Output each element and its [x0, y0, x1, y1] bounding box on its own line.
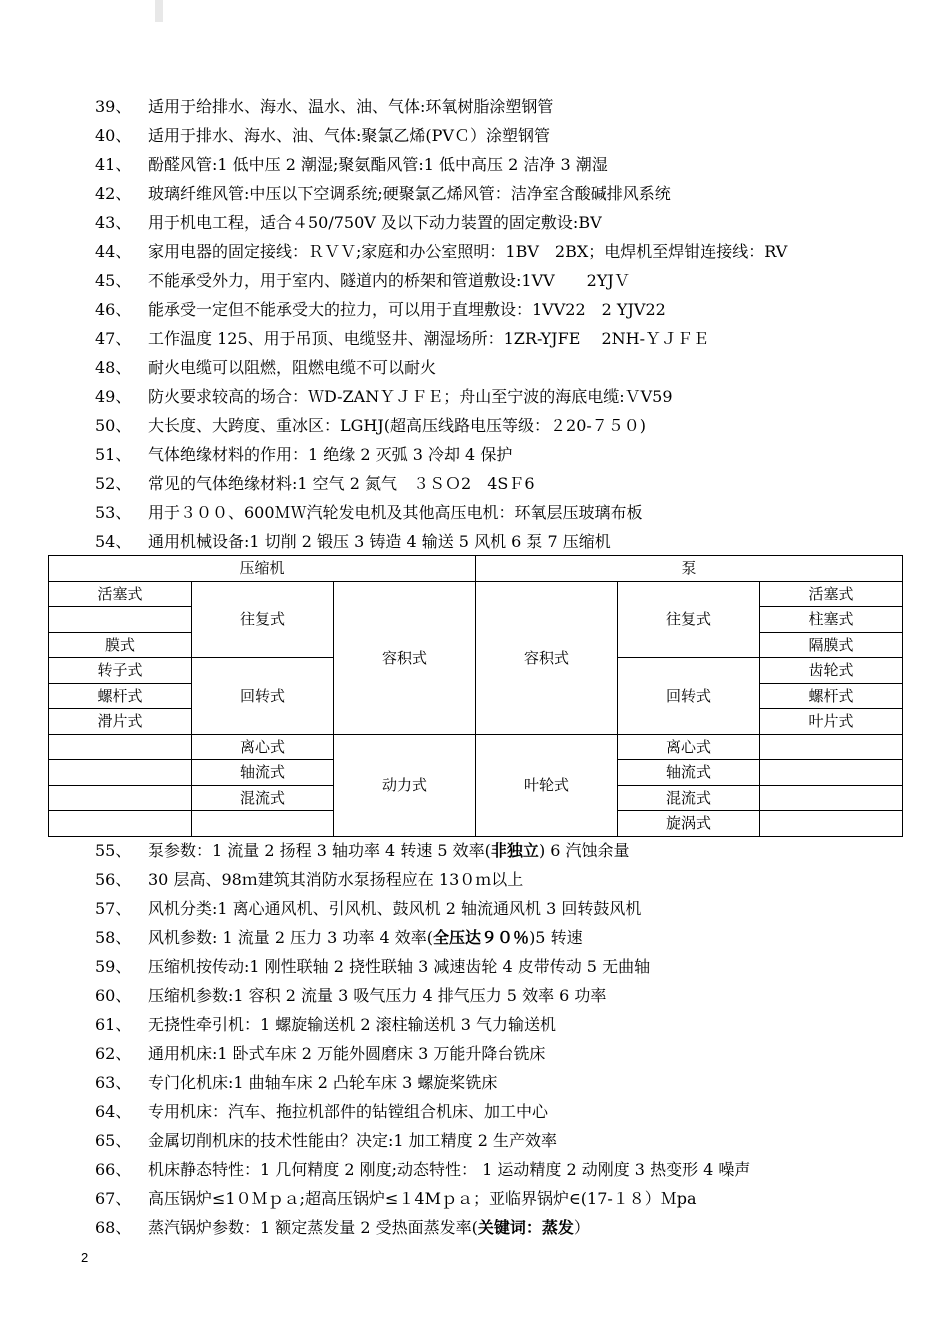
item-text-pre: 风机参数: 1 流量 2 压力 3 功率 4 效率( — [148, 928, 434, 947]
item-number: 52、 — [95, 474, 132, 493]
list-item — [95, 266, 915, 295]
item-text-pre: 泵参数：1 流量 2 扬程 3 轴功率 4 转速 5 效率( — [148, 841, 491, 860]
item-text-pre: 无挠性牵引机：1 螺旋输送机 2 滚柱输送机 3 气力输送机 — [148, 1015, 556, 1034]
item-text — [148, 952, 915, 981]
equipment-classification-table — [48, 555, 903, 837]
item-text: 玻璃纤维风管:中压以下空调系统;硬聚氯乙烯风管：洁净室含酸碱排风系统 — [148, 184, 671, 203]
list-item — [95, 295, 915, 324]
item-text: 防火要求较高的场合：ＷD-ZANＹＪＦＥ；舟山至宁波的海底电缆:ＶV59 — [148, 387, 673, 406]
item-number: 67、 — [95, 1189, 132, 1208]
pump-type-cell: 活塞式 — [760, 581, 903, 607]
item-text: 工作温度 125、用于吊顶、电缆竖井、潮湿场所：1ZR-YJFE 2NH-ＹＪＦＥ — [148, 329, 710, 348]
item-text-pre: 压缩机按传动:1 刚性联轴 2 挠性联轴 3 减速齿轮 4 皮带传动 5 无曲轴 — [148, 957, 651, 976]
comp-rotary-cell: 回转式 — [192, 658, 334, 735]
item-text — [148, 1097, 915, 1126]
item-text — [148, 1184, 915, 1213]
item-text — [148, 923, 915, 952]
item-text-pre: 专用机床：汽车、拖拉机部件的钻镗组合机床、加工中心 — [148, 1102, 549, 1121]
list-item — [95, 1213, 915, 1242]
item-text-post: )5 转速 — [529, 928, 583, 947]
item-number: 56、 — [95, 870, 132, 889]
pump-type-cell: 柱塞式 — [760, 607, 903, 633]
item-number: 53、 — [95, 503, 132, 522]
item-text: 不能承受外力，用于室内、隧道内的桥架和管道敷设:1VV 2YJＶ — [148, 271, 630, 290]
comp-type-cell: 转子式 — [49, 658, 192, 684]
item-number: 63、 — [95, 1073, 132, 1092]
item-text — [148, 1068, 915, 1097]
empty-cell — [49, 734, 192, 760]
list-item — [95, 411, 915, 440]
item-text — [148, 1213, 915, 1242]
item-text — [148, 1010, 915, 1039]
item-text — [148, 1126, 915, 1155]
list-item — [95, 121, 915, 150]
list-item — [95, 179, 915, 208]
page-number: 2 — [81, 1250, 89, 1265]
item-text: 大长度、大跨度、重冰区：LGHJ(超高压线路电压等级：２20-７５０) — [148, 416, 647, 435]
comp-reciprocating-cell: 往复式 — [192, 581, 334, 658]
comp-type-cell — [49, 607, 192, 633]
item-text: 用于机电工程，适合４50/750V 及以下动力装置的固定敷设:BV — [148, 213, 602, 232]
item-text-pre: 压缩机参数:1 容积 2 流量 3 吸气压力 4 排气压力 5 效率 6 功率 — [148, 986, 607, 1005]
comp-dynamic-cell: 动力式 — [334, 734, 476, 836]
list-item — [95, 1155, 915, 1184]
empty-cell — [760, 734, 903, 760]
item-number: 42、 — [95, 184, 132, 203]
list-item — [95, 1184, 915, 1213]
list-item — [95, 836, 915, 865]
pump-reciprocating-cell: 往复式 — [618, 581, 760, 658]
item-text-post: ） — [573, 1218, 590, 1237]
item-number: 51、 — [95, 445, 132, 464]
list-item — [95, 865, 915, 894]
pump-type-cell: 齿轮式 — [760, 658, 903, 684]
item-number: 59、 — [95, 957, 132, 976]
list-item — [95, 952, 915, 981]
pump-type-cell: 隔膜式 — [760, 632, 903, 658]
item-text-bold: 关键词：蒸发 — [477, 1218, 574, 1237]
item-number: 45、 — [95, 271, 132, 290]
item-number: 47、 — [95, 329, 132, 348]
item-number: 46、 — [95, 300, 132, 319]
item-text: 通用机械设备:1 切削 2 锻压 3 铸造 4 输送 5 风机 6 泵 7 压缩机 — [148, 532, 611, 551]
comp-type-cell: 螺杆式 — [49, 683, 192, 709]
list-item — [95, 1097, 915, 1126]
item-list-part2 — [95, 836, 915, 1242]
item-number: 49、 — [95, 387, 132, 406]
item-text-bold: 全压达９０％ — [433, 928, 530, 947]
list-item — [95, 981, 915, 1010]
empty-cell — [49, 785, 192, 811]
list-item — [95, 469, 915, 498]
item-number: 55、 — [95, 841, 132, 860]
list-item — [95, 498, 915, 527]
list-item — [95, 1010, 915, 1039]
pump-dyn-type-cell: 混流式 — [618, 785, 760, 811]
list-item — [95, 1126, 915, 1155]
list-item — [95, 150, 915, 179]
item-text: 家用电器的固定接线：ＲＶＶ;家庭和办公室照明：1BV 2BX；电焊机至焊钳连接线：RV — [148, 242, 788, 261]
item-text-pre: 30 层高、98ｍ建筑其消防水泵扬程应在 13０ｍ以上 — [148, 870, 524, 889]
item-number: 41、 — [95, 155, 132, 174]
pump-dyn-type-cell: 轴流式 — [618, 760, 760, 786]
item-text-pre: 机床静态特性：1 几何精度 2 刚度;动态特性： 1 运动精度 2 动刚度 3 热变形 4 噪声 — [148, 1160, 751, 1179]
list-item — [95, 894, 915, 923]
item-number: 65、 — [95, 1131, 132, 1150]
item-text-pre: 通用机床:1 卧式车床 2 万能外圆磨床 3 万能升降台铣床 — [148, 1044, 546, 1063]
item-number: 48、 — [95, 358, 132, 377]
list-item — [95, 92, 915, 121]
pump-dyn-type-cell: 旋涡式 — [618, 811, 760, 837]
list-item — [95, 1039, 915, 1068]
list-item — [95, 923, 915, 952]
item-text — [148, 981, 915, 1010]
item-text-pre: 专门化机床:1 曲轴车床 2 凸轮车床 3 螺旋桨铣床 — [148, 1073, 498, 1092]
list-item — [95, 440, 915, 469]
pump-dyn-type-cell: 离心式 — [618, 734, 760, 760]
item-number: 43、 — [95, 213, 132, 232]
pump-type-cell: 螺杆式 — [760, 683, 903, 709]
item-number: 64、 — [95, 1102, 132, 1121]
item-text — [148, 836, 915, 865]
empty-cell — [760, 811, 903, 837]
comp-dyn-type-cell: 离心式 — [192, 734, 334, 760]
comp-dyn-type-cell: 轴流式 — [192, 760, 334, 786]
item-number: 39、 — [95, 97, 132, 116]
item-text-bold: 非独立 — [490, 841, 539, 860]
item-text-post: ) 6 汽蚀余量 — [538, 841, 630, 860]
item-text-pre: 金属切削机床的技术性能由？决定:1 加工精度 2 生产效率 — [148, 1131, 558, 1150]
item-text: 耐火电缆可以阻燃，阻燃电缆不可以耐火 — [148, 358, 437, 377]
pump-impeller-cell: 叶轮式 — [476, 734, 618, 836]
item-text-pre: 风机分类:1 离心通风机、引风机、鼓风机 2 轴流通风机 3 回转鼓风机 — [148, 899, 642, 918]
item-text — [148, 894, 915, 923]
item-number: 68、 — [95, 1218, 132, 1237]
item-number: 61、 — [95, 1015, 132, 1034]
item-number: 66、 — [95, 1160, 132, 1179]
comp-type-cell: 滑片式 — [49, 709, 192, 735]
empty-cell — [760, 785, 903, 811]
pump-rotary-cell: 回转式 — [618, 658, 760, 735]
header-mark — [155, 0, 163, 22]
empty-cell — [760, 760, 903, 786]
item-number: 62、 — [95, 1044, 132, 1063]
item-list-part1 — [95, 92, 915, 556]
item-text — [148, 1039, 915, 1068]
item-text: 能承受一定但不能承受大的拉力，可以用于直埋敷设：1VV22 2 YJV22 — [148, 300, 666, 319]
comp-type-cell: 膜式 — [49, 632, 192, 658]
comp-dyn-type-cell — [192, 811, 334, 837]
compressor-header: 压缩机 — [49, 556, 476, 582]
list-item — [95, 208, 915, 237]
comp-volumetric-cell: 容积式 — [334, 581, 476, 734]
list-item — [95, 353, 915, 382]
empty-cell — [49, 760, 192, 786]
empty-cell — [49, 811, 192, 837]
item-number: 57、 — [95, 899, 132, 918]
list-item — [95, 382, 915, 411]
item-number: 40、 — [95, 126, 132, 145]
item-text: 适用于给排水、海水、温水、油、气体:环氧树脂涂塑钢管 — [148, 97, 554, 116]
pump-header: 泵 — [476, 556, 903, 582]
item-text-pre: 蒸汽锅炉参数：1 额定蒸发量 2 受热面蒸发率( — [148, 1218, 478, 1237]
list-item — [95, 527, 915, 556]
item-number: 50、 — [95, 416, 132, 435]
comp-dyn-type-cell: 混流式 — [192, 785, 334, 811]
item-text — [148, 865, 915, 894]
list-item — [95, 237, 915, 266]
item-number: 44、 — [95, 242, 132, 261]
pump-volumetric-cell: 容积式 — [476, 581, 618, 734]
item-text: 常见的气体绝缘材料:1 空气 2 氮气 ３ＳＯ2 4SＦ6 — [148, 474, 535, 493]
item-number: 60、 — [95, 986, 132, 1005]
item-text: 适用于排水、海水、油、气体:聚氯乙烯(PVＣ）涂塑钢管 — [148, 126, 550, 145]
comp-type-cell: 活塞式 — [49, 581, 192, 607]
item-text-pre: 高压锅炉≤1０Ｍｐａ;超高压锅炉≤１4Mｐａ；亚临界锅炉∈(17-１８）Ｍpa — [148, 1189, 697, 1208]
list-item — [95, 1068, 915, 1097]
pump-type-cell: 叶片式 — [760, 709, 903, 735]
item-text — [148, 1155, 915, 1184]
item-number: 58、 — [95, 928, 132, 947]
item-number: 54、 — [95, 532, 132, 551]
item-text: 气体绝缘材料的作用：1 绝缘 2 灭弧 3 冷却 4 保护 — [148, 445, 513, 464]
list-item — [95, 324, 915, 353]
item-text: 用于３００、600ＭＷ汽轮发电机及其他高压电机：环氧层压玻璃布板 — [148, 503, 643, 522]
item-text: 酚醛风管:1 低中压 2 潮湿;聚氨酯风管:1 低中高压 2 洁净 3 潮湿 — [148, 155, 608, 174]
